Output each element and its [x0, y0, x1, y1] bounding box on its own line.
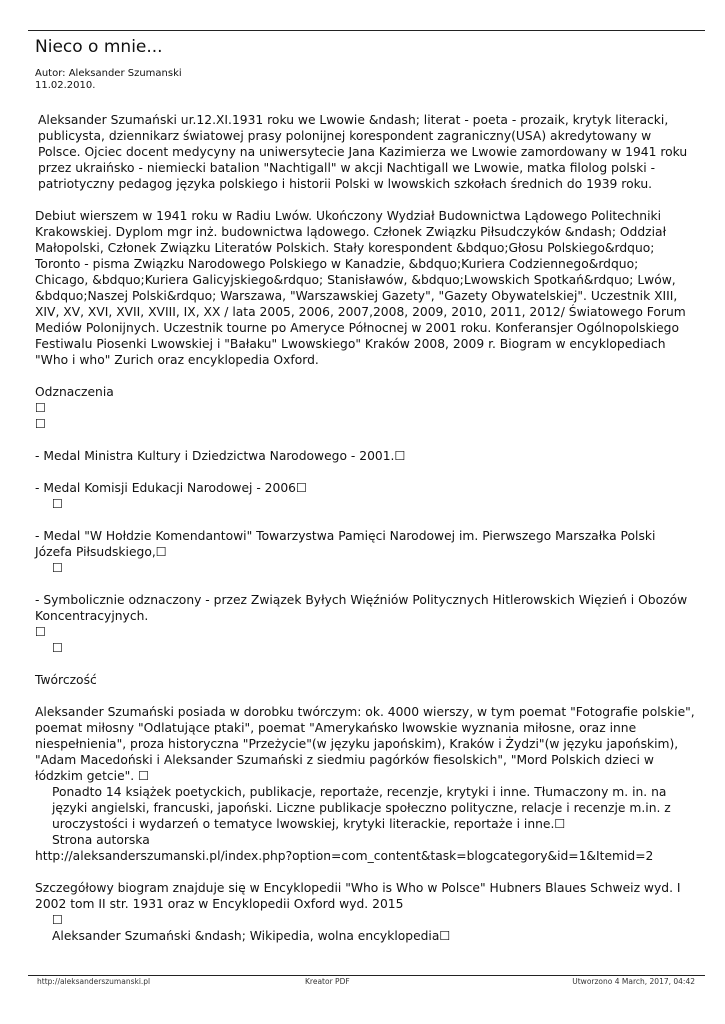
top-rule: [28, 30, 705, 31]
placeholder-glyph: ☐: [138, 769, 150, 783]
article-meta: [35, 68, 182, 92]
wikipedia-line: [35, 928, 695, 944]
award-text: - Medal Ministra Kultury i Dziedzictwa Narodowego - 2001.: [35, 449, 395, 463]
placeholder-glyph: ☐: [439, 929, 451, 943]
author-line: Autor: Aleksander Szumanski: [35, 68, 182, 79]
placeholder-glyph: ☐: [52, 561, 64, 575]
wikipedia-link[interactable]: Aleksander Szumański &ndash; Wikipedia, wolna encyklopedia: [52, 929, 440, 943]
award-text: - Medal Komisji Edukacji Narodowej - 2006: [35, 481, 296, 495]
encyclopedia-paragraph: Szczegółowy biogram znajduje się w Encyklopedii "Who is Who w Polsce" Hubners Blaues Schweiz wyd. I 2002 tom II str. 1931 oraz w Encyklopedii Oxford wyd. 2015: [35, 881, 681, 911]
placeholder-glyph: ☐: [155, 545, 167, 559]
works-paragraph: [35, 704, 695, 784]
footer-site-url[interactable]: http://aleksanderszumanski.pl: [37, 977, 151, 986]
placeholder-glyph: ☐: [394, 449, 406, 463]
placeholder-glyph: ☐: [35, 401, 47, 415]
publications-paragraph: [35, 784, 695, 832]
award-item: [35, 592, 695, 624]
article-body: [35, 112, 695, 944]
award-text: - Medal "W Hołdzie Komendantowi" Towarzystwa Pamięci Narodowej im. Pierwszego Marszałka Polski Józefa Piłsudskiego,: [35, 529, 656, 559]
award-text: - Symbolicznie odznaczony - przez Związek Byłych Więźniów Politycznych Hitlerowskich Więzień i Obozów Koncentracyjnych.: [35, 593, 688, 623]
placeholder-glyph: ☐: [554, 817, 566, 831]
placeholder-glyph: ☐: [295, 481, 308, 495]
footer-rule: [28, 975, 705, 976]
award-item: [35, 480, 695, 496]
footer-generator: Kreator PDF: [305, 977, 350, 986]
footer-created: Utworzono 4 March, 2017, 04:42: [572, 977, 695, 986]
placeholder-glyph: ☐: [52, 641, 64, 655]
award-item: [35, 448, 695, 464]
author-site-link[interactable]: http://aleksanderszumanski.pl/index.php?option=com_content&task=blogcategory&id=1&Itemid=2: [35, 849, 654, 863]
placeholder-glyph: ☐: [35, 625, 47, 639]
publications-text: Ponadto 14 książek poetyckich, publikacje, reportaże, recenzje, krytyki i inne. Tłumaczony m. in. na języki angielski, francuski, japoński. Liczne publikacje społeczno polityczne, relacje i recenzje m.in. z uroczystości i wydarzeń o tematyce lwowskiej, krytyki literackie, reportaże i inne.: [52, 785, 671, 831]
placeholder-glyph: ☐: [52, 497, 64, 511]
article-date: 11.02.2010.: [35, 80, 96, 91]
debut-paragraph: Debiut wierszem w 1941 roku w Radiu Lwów. Ukończony Wydział Budownictwa Lądowego Politechniki Krakowskiej. Dyplom mgr inż. budownictwa lądowego. Członek Związku Piłsudczyków &ndash; Oddział Małopolski, Członek Związku Literatów Polskich. Stały korespondent &bdquo;Głosu Polskiego&rdquo; Toronto - pisma Związku Narodowego Polskiego w Kanadzie, &bdquo;Kuriera Codziennego&rdquo; Chicago, &bdquo;Kuriera Galicyjskiego&rdquo; Stanisławów, &bdquo;Lwowskich Spotkań&rdquo; Lwów, &bdquo;Naszej Polski&rdquo; Warszawa, "Warszawskiej Gazety", "Gazety Obywatelskiej". Uczestnik XIII, XIV, XV, XVI, XVII, XVIII, IX, XX / lata 2005, 2006, 2007,2008, 2009, 2010, 2011, 2012/ Światowego Forum Mediów Polonijnych. Uczestnik tourne po Ameryce Północnej w 2001 roku. Konferansjer Ogólnopolskiego Festiwalu Piosenki Lwowskiej i "Bałaku" Lwowskiego" Kraków 2008, 2009 r. Biogram w encyklopediach "Who i who" Zurich oraz encyklopedia Oxford.: [35, 209, 686, 367]
bio-paragraph: Aleksander Szumański ur.12.XI.1931 roku we Lwowie &ndash; literat - poeta - prozaik, krytyk literacki, publicysta, dziennikarz światowej prasy polonijnej korespondent zagraniczny(USA) akredytowany w Polsce. Ojciec docent medycyny na uniwersytecie Jana Kazimierza we Lwowie zamordowany w 1941 roku przez ukraińsko - niemiecki batalion "Nachtigall" w akcji Nachtigall we Lwowie, matka filolog polski - patriotyczny pedagog języka polskiego i historii Polski w lwowskich szkołach średnich do 1939 roku.: [38, 113, 688, 191]
awards-heading: Odznaczenia: [35, 385, 114, 399]
page-title: Nieco o mnie...: [35, 37, 163, 57]
award-item: [35, 528, 695, 560]
placeholder-glyph: ☐: [52, 913, 64, 927]
works-heading: Twórczość: [35, 673, 97, 687]
site-label: Strona autorska: [52, 833, 150, 847]
works-text: Aleksander Szumański posiada w dorobku twórczym: ok. 4000 wierszy, w tym poemat "Fotografie polskie", poemat miłosny "Odlatujące ptaki", poemat "Amerykańsko lwowskie wyznania miłosne, oraz inne niespełnienia", proza historyczna "Przeżycie"(w języku japońskim), Kraków i Żydzi"(w języku japońskim), "Adam Macedoński i Aleksander Szumański z siedmiu pagórków fiesolskich", "Mord Polskich dzieci w łódzkim getcie".: [35, 705, 695, 783]
placeholder-glyph: ☐: [35, 417, 47, 431]
